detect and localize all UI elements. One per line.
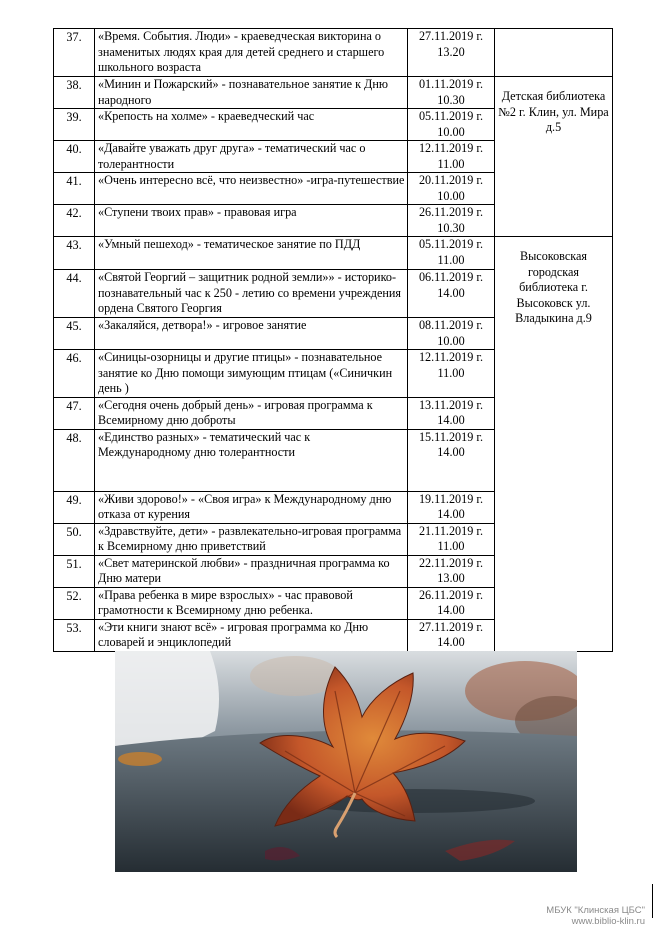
event-datetime xyxy=(408,205,495,237)
footer-org: МБУК "Клинская ЦБС" xyxy=(546,905,645,916)
event-time: 14.00 xyxy=(437,507,465,521)
event-date: 06.11.2019 г. xyxy=(418,270,484,284)
event-title: «Ступени твоих прав» - правовая игра xyxy=(95,205,408,237)
footer-divider xyxy=(652,884,653,918)
event-date: 05.11.2019 г. xyxy=(418,109,484,123)
events-table xyxy=(53,28,613,652)
table-row xyxy=(54,77,613,109)
event-date: 05.11.2019 г. xyxy=(418,237,484,251)
event-time: 11.00 xyxy=(437,539,465,553)
event-date: 26.11.2019 г. xyxy=(418,587,484,602)
event-date: 01.11.2019 г. xyxy=(418,77,484,91)
event-title: «Умный пешеход» - тематическое занятие по ПДД xyxy=(95,237,408,270)
row-number: 47. xyxy=(54,397,95,429)
event-title: «Давайте уважать друг друга» - тематический час о толерантности xyxy=(95,141,408,173)
event-title: «Сегодня очень добрый день» - игровая программа к Всемирному дню доброты xyxy=(95,397,408,429)
event-date: 26.11.2019 г. xyxy=(418,205,484,219)
row-number: 37. xyxy=(54,29,95,77)
event-datetime xyxy=(408,141,495,173)
event-time: 10.30 xyxy=(437,92,465,107)
event-date: 12.11.2019 г. xyxy=(418,350,484,364)
event-datetime xyxy=(408,318,495,350)
event-time: 14.00 xyxy=(437,413,465,427)
row-number: 41. xyxy=(54,173,95,205)
row-number: 49. xyxy=(54,491,95,523)
row-number: 43. xyxy=(54,237,95,270)
event-title: «Крепость на холме» - краеведческий час xyxy=(95,109,408,141)
venue-cell xyxy=(495,29,613,77)
event-title: «Синицы-озорницы и другие птицы» - познавательное занятие ко Дню помощи зимующим птицам («Синичкин день ) xyxy=(95,350,408,398)
event-datetime xyxy=(408,619,495,651)
row-number: 40. xyxy=(54,141,95,173)
event-title: «Здравствуйте, дети» - развлекательно-игровая программа к Всемирному дню приветствий xyxy=(95,523,408,555)
event-title: «Время. События. Люди» - краеведческая викторина о знаменитых людях края для детей среднего и старшего школьного возраста xyxy=(95,29,408,77)
row-number: 53. xyxy=(54,619,95,651)
event-title: «Минин и Пожарский» - познавательное занятие к Дню народного xyxy=(95,77,408,109)
event-time: 13.20 xyxy=(437,44,465,59)
footer-site: www.biblio-klin.ru xyxy=(571,916,645,927)
row-number: 46. xyxy=(54,350,95,398)
event-title: «Закаляйся, детвора!» - игровое занятие xyxy=(95,318,408,350)
table-row xyxy=(54,29,613,77)
event-datetime xyxy=(408,77,495,109)
event-date: 20.11.2019 г. xyxy=(418,173,484,187)
row-number: 51. xyxy=(54,555,95,587)
row-number: 45. xyxy=(54,318,95,350)
row-number: 52. xyxy=(54,587,95,619)
event-date: 27.11.2019 г. xyxy=(418,29,484,43)
event-date: 27.11.2019 г. xyxy=(418,619,484,634)
event-date: 12.11.2019 г. xyxy=(418,141,484,155)
event-time: 14.00 xyxy=(437,445,465,459)
event-date: 15.11.2019 г. xyxy=(418,429,484,444)
event-title: «Права ребенка в мире взрослых» - час правовой грамотности к Всемирному дню ребенка. xyxy=(95,587,408,619)
event-title: «Свет материнской любви» - праздничная программа ко Дню матери xyxy=(95,555,408,587)
event-time: 14.00 xyxy=(437,635,465,649)
event-date: 08.11.2019 г. xyxy=(418,318,484,332)
event-datetime xyxy=(408,237,495,270)
event-time: 10.30 xyxy=(437,220,465,235)
row-number: 38. xyxy=(54,77,95,109)
event-datetime xyxy=(408,587,495,619)
event-date: 19.11.2019 г. xyxy=(418,491,484,506)
event-datetime xyxy=(408,397,495,429)
row-number: 39. xyxy=(54,109,95,141)
page-footer xyxy=(546,905,645,927)
event-date: 21.11.2019 г. xyxy=(418,523,484,538)
row-number: 50. xyxy=(54,523,95,555)
event-title: «Святой Георгий – защитник родной земли»» - историко-познавательный час к 250 - летию со времени учреждения ордена Святого Георгия xyxy=(95,270,408,318)
event-time: 13.00 xyxy=(437,571,465,585)
event-time: 10.00 xyxy=(437,333,465,348)
row-number: 44. xyxy=(54,270,95,318)
event-datetime xyxy=(408,429,495,491)
event-datetime xyxy=(408,555,495,587)
event-datetime xyxy=(408,491,495,523)
event-date: 13.11.2019 г. xyxy=(418,397,484,412)
row-number: 48. xyxy=(54,429,95,491)
event-title: «Живи здорово!» - «Своя игра» к Международному дню отказа от курения xyxy=(95,491,408,523)
event-title: «Единство разных» - тематический час к Международному дню толерантности xyxy=(95,429,408,491)
event-title: «Очень интересно всё, что неизвестно» -игра-путешествие xyxy=(95,173,408,205)
event-datetime xyxy=(408,109,495,141)
venue-cell: Детская библиотека №2 г. Клин, ул. Мира д.5 xyxy=(495,77,613,237)
event-datetime xyxy=(408,523,495,555)
event-time: 10.00 xyxy=(437,188,465,203)
event-time: 11.00 xyxy=(437,252,465,267)
event-title: «Эти книги знают всё» - игровая программа ко Дню словарей и энциклопедий xyxy=(95,619,408,651)
event-date: 22.11.2019 г. xyxy=(418,555,484,570)
venue-cell: Высоковская городская библиотека г. Высоковск ул. Владыкина д.9 xyxy=(495,237,613,652)
event-time: 11.00 xyxy=(437,365,465,380)
event-datetime xyxy=(408,29,495,77)
row-number: 42. xyxy=(54,205,95,237)
event-datetime xyxy=(408,173,495,205)
event-datetime xyxy=(408,270,495,318)
event-time: 14.00 xyxy=(437,603,465,617)
event-time: 11.00 xyxy=(437,156,465,171)
table-row xyxy=(54,237,613,270)
event-time: 10.00 xyxy=(437,124,465,139)
autumn-leaf-photo xyxy=(115,651,577,872)
event-datetime xyxy=(408,350,495,398)
event-time: 14.00 xyxy=(437,285,465,300)
